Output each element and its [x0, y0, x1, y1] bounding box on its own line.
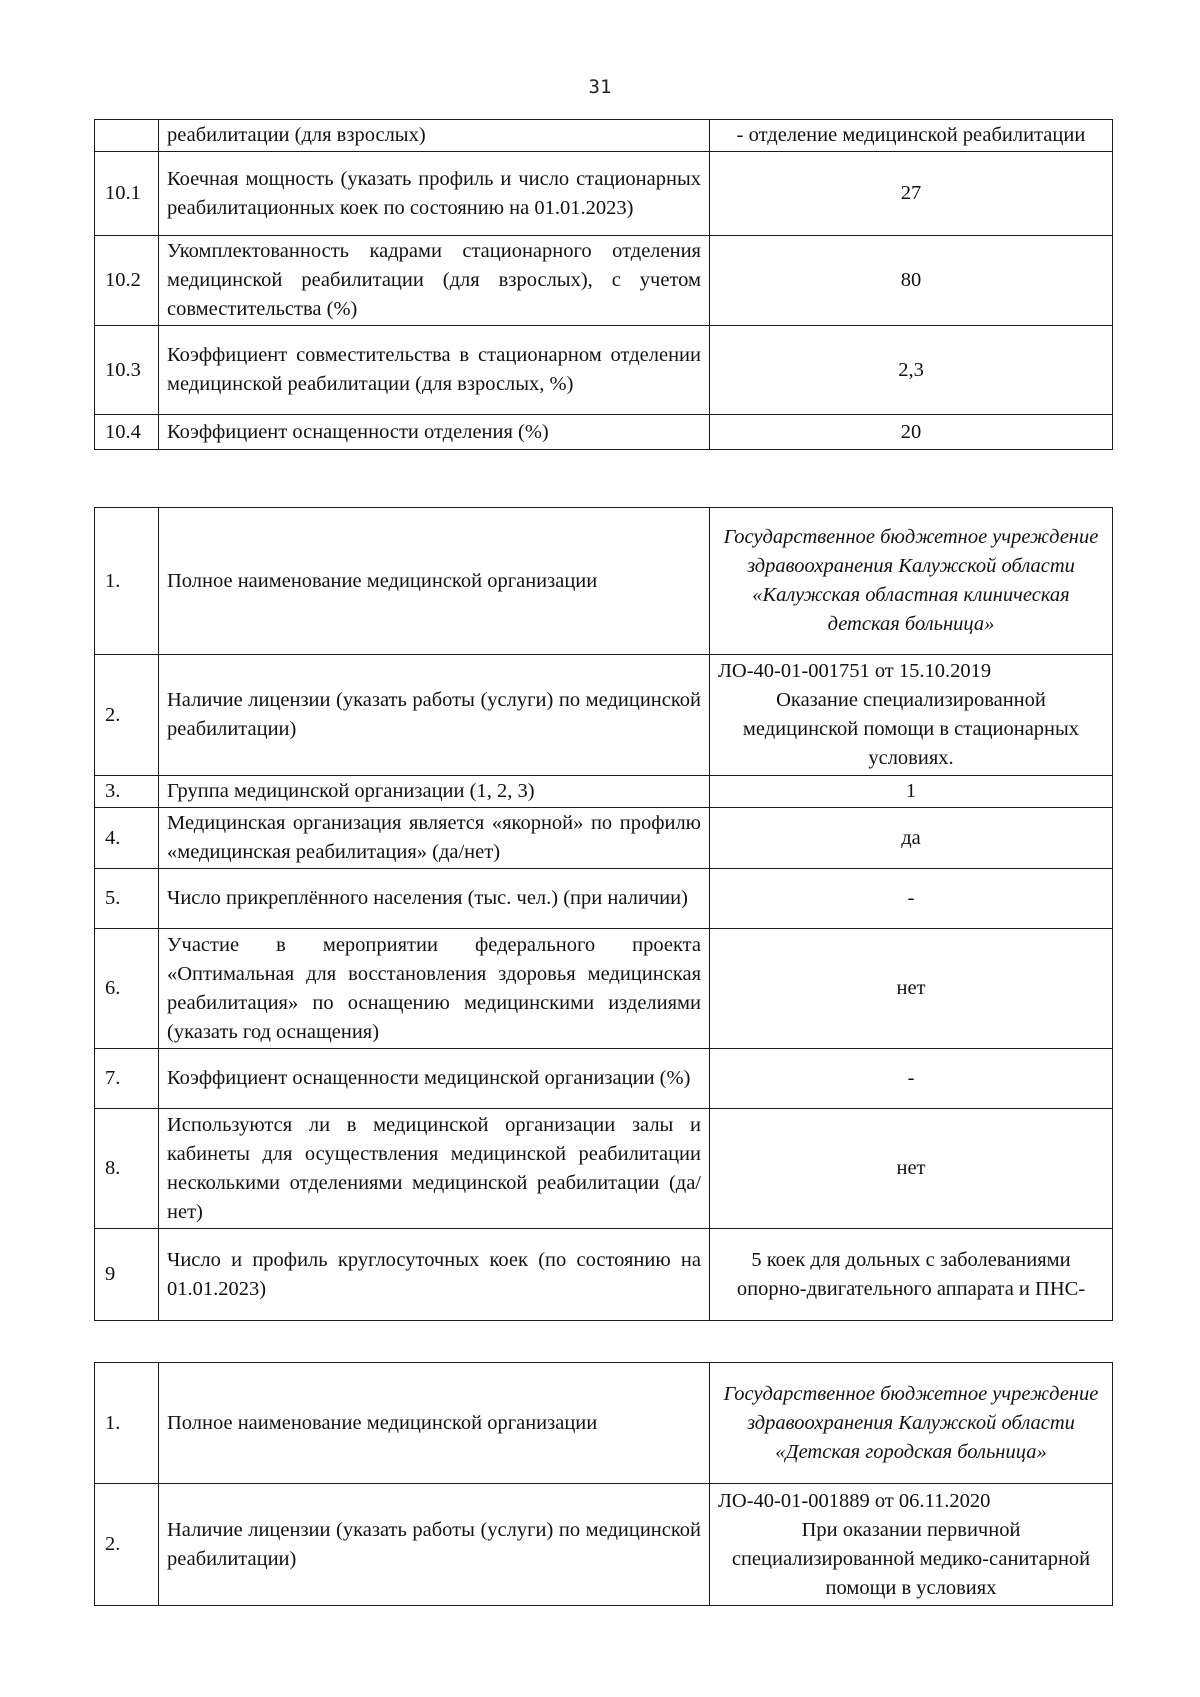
row-number: 8. — [95, 1109, 159, 1229]
license-cell — [710, 655, 1113, 776]
row-description: Медицинская организация является «якорной» по профилю «медицинская реабилитация» (да/нет) — [159, 808, 710, 869]
row-description: реабилитации (для взрослых) — [159, 120, 710, 152]
row-description: Полное наименование медицинской организации — [159, 508, 710, 655]
row-number: 9 — [95, 1229, 159, 1321]
row-value: - — [710, 1049, 1113, 1109]
row-value: 80 — [710, 236, 1113, 326]
row-value: 20 — [710, 415, 1113, 450]
table-row — [95, 869, 1113, 929]
table-row — [95, 808, 1113, 869]
row-description: Участие в мероприятии федерального проекта «Оптимальная для восстановления здоровья медицинская реабилитация» по оснащению медицинскими изделиями (указать год оснащения) — [159, 929, 710, 1049]
row-number: 10.2 — [95, 236, 159, 326]
row-number: 4. — [95, 808, 159, 869]
table-row — [95, 776, 1113, 808]
row-number: 10.1 — [95, 152, 159, 236]
row-number: 6. — [95, 929, 159, 1049]
row-number: 7. — [95, 1049, 159, 1109]
table-row — [95, 415, 1113, 450]
row-number: 10.4 — [95, 415, 159, 450]
row-number: 2. — [95, 1484, 159, 1606]
row-description: Коэффициент оснащенности медицинской организации (%) — [159, 1049, 710, 1109]
row-description: Коэффициент оснащенности отделения (%) — [159, 415, 710, 450]
table-row — [95, 1049, 1113, 1109]
row-value: - отделение медицинской реабилитации — [710, 120, 1113, 152]
row-description: Полное наименование медицинской организации — [159, 1363, 710, 1484]
row-value: да — [710, 808, 1113, 869]
row-description: Число и профиль круглосуточных коек (по состоянию на 01.01.2023) — [159, 1229, 710, 1321]
row-number: 2. — [95, 655, 159, 776]
row-description: Наличие лицензии (указать работы (услуги) по медицинской реабилитации) — [159, 1484, 710, 1606]
row-number: 3. — [95, 776, 159, 808]
table-row — [95, 236, 1113, 326]
table-row — [95, 120, 1113, 152]
table-row — [95, 655, 1113, 776]
organization-table-city-hospital — [94, 1362, 1113, 1606]
table-row — [95, 326, 1113, 415]
table-row — [95, 508, 1113, 655]
row-value: нет — [710, 1109, 1113, 1229]
table-row — [95, 152, 1113, 236]
row-description: Наличие лицензии (указать работы (услуги) по медицинской реабилитации) — [159, 655, 710, 776]
row-value: 1 — [710, 776, 1113, 808]
row-number: 1. — [95, 508, 159, 655]
page-number: 31 — [588, 76, 612, 98]
table-row — [95, 929, 1113, 1049]
row-description: Группа медицинской организации (1, 2, 3) — [159, 776, 710, 808]
organization-name: Государственное бюджетное учреждение здравоохранения Калужской области «Детская городская больница» — [710, 1363, 1113, 1484]
license-number: ЛО-40-01-001751 от 15.10.2019 — [718, 660, 992, 682]
table-row — [95, 1229, 1113, 1321]
row-value: 2,3 — [710, 326, 1113, 415]
row-value: 5 коек для дольных с заболеваниями опорно-двигательного аппарата и ПНС- — [710, 1229, 1113, 1321]
organization-name: Государственное бюджетное учреждение здравоохранения Калужской области «Калужская областная клиническая детская больница» — [710, 508, 1113, 655]
rehab-department-table — [94, 119, 1113, 450]
row-number: 1. — [95, 1363, 159, 1484]
table-row — [95, 1363, 1113, 1484]
row-description: Коечная мощность (указать профиль и число стационарных реабилитационных коек по состоянию на 01.01.2023) — [159, 152, 710, 236]
row-description: Коэффициент совместительства в стационарном отделении медицинской реабилитации (для взрослых, %) — [159, 326, 710, 415]
organization-table-regional-hospital — [94, 507, 1113, 1321]
row-number: 10.3 — [95, 326, 159, 415]
row-description: Укомплектованность кадрами стационарного отделения медицинской реабилитации (для взрослых), с учетом совместительства (%) — [159, 236, 710, 326]
license-services: При оказании первичной специализированной медико-санитарной помощи в условиях — [731, 1518, 1091, 1599]
license-services: Оказание специализированной медицинской помощи в стационарных условиях. — [742, 689, 1080, 769]
license-cell — [710, 1484, 1113, 1606]
row-value: 27 — [710, 152, 1113, 236]
row-number: 5. — [95, 869, 159, 929]
row-number — [95, 120, 159, 152]
row-description: Число прикреплённого населения (тыс. чел.) (при наличии) — [159, 869, 710, 929]
table-row — [95, 1109, 1113, 1229]
row-description: Используются ли в медицинской организации залы и кабинеты для осуществления медицинской реабилитации несколькими отделениями медицинской реабилитации (да/нет) — [159, 1109, 710, 1229]
table-row — [95, 1484, 1113, 1606]
row-value: нет — [710, 929, 1113, 1049]
row-value: - — [710, 869, 1113, 929]
license-number: ЛО-40-01-001889 от 06.11.2020 — [718, 1489, 991, 1512]
